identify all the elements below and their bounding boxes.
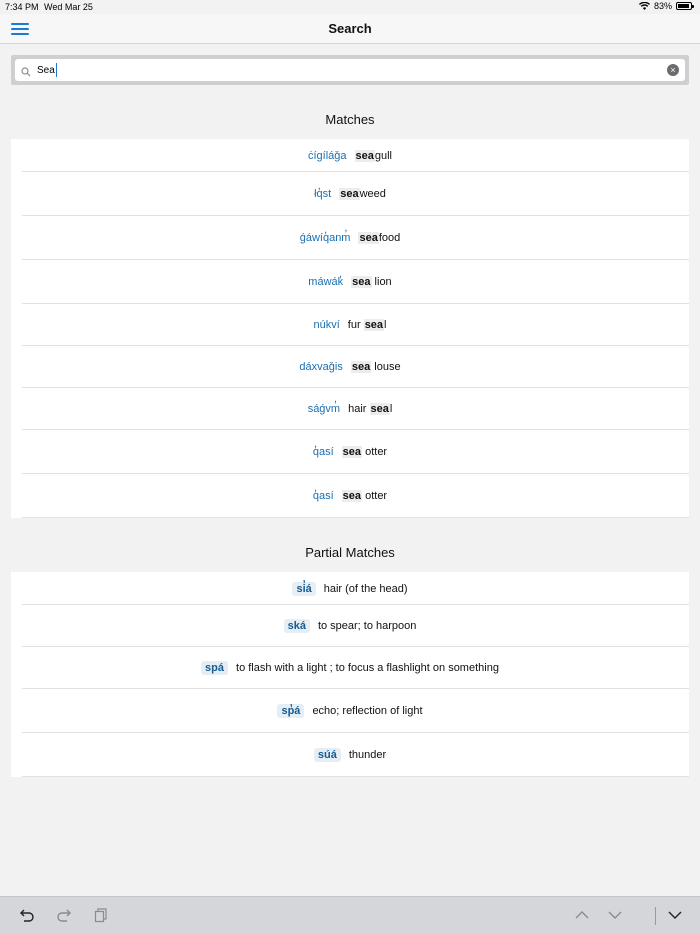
match-word: sáǵvm̓ (307, 403, 341, 415)
highlighted-term: sea (370, 403, 389, 415)
partial-match-definition: to flash with a light ; to focus a flashlight on something (236, 662, 499, 674)
match-translation (342, 490, 387, 502)
match-row[interactable] (11, 216, 689, 260)
search-bar (11, 55, 689, 85)
highlighted-term: sea (340, 188, 359, 200)
wifi-icon (639, 2, 650, 10)
redo-icon[interactable] (56, 907, 72, 928)
nav-bar (0, 14, 700, 44)
partial-match-row[interactable] (11, 605, 689, 647)
dismiss-keyboard-icon[interactable] (667, 907, 683, 928)
highlighted-term: sea (342, 446, 362, 458)
battery-percent: 83% (653, 1, 672, 11)
highlighted-term: sea (359, 232, 378, 244)
match-word: q̓así (312, 490, 334, 502)
match-word: ǵáwíq̓anm̓ (299, 232, 351, 244)
highlighted-term: sea (342, 490, 362, 502)
match-row[interactable] (11, 260, 689, 304)
match-row[interactable] (11, 474, 689, 518)
translation-prefix: hair (348, 403, 370, 415)
match-row[interactable] (11, 304, 689, 346)
match-translation (342, 446, 387, 458)
match-row[interactable] (11, 139, 689, 172)
match-word: q̓así (312, 446, 334, 458)
translation-suffix: gull (374, 149, 392, 162)
translation-suffix: otter (362, 490, 388, 502)
clear-search-icon[interactable]: × (667, 64, 679, 76)
partial-match-word: sp̓á (277, 704, 304, 718)
partial-match-row[interactable] (11, 689, 689, 733)
match-translation (348, 319, 387, 331)
highlighted-term: sea (355, 149, 374, 162)
match-row[interactable] (11, 346, 689, 388)
search-icon (21, 64, 31, 82)
partial-match-word: spá (201, 661, 228, 675)
partial-match-definition: thunder (348, 749, 387, 761)
highlighted-term: sea (364, 319, 384, 331)
toolbar-divider (655, 907, 656, 925)
translation-suffix: otter (362, 446, 388, 458)
undo-icon[interactable] (19, 907, 35, 928)
battery-icon (676, 2, 692, 10)
match-translation (358, 232, 400, 244)
search-input[interactable] (37, 62, 657, 78)
text-cursor (56, 63, 57, 77)
partial-match-definition: hair (of the head) (323, 582, 408, 595)
translation-prefix: fur (347, 319, 364, 331)
match-translation (351, 361, 401, 373)
paste-icon[interactable] (93, 907, 109, 928)
match-word: ċígíláǧa (307, 149, 347, 162)
partial-match-word: súá (314, 748, 341, 762)
partial-match-definition: echo; reflection of light (312, 705, 423, 717)
match-word: dáxvaǧis (299, 361, 343, 373)
partial-match-definition: to spear; to harpoon (317, 620, 417, 632)
partial-match-row[interactable] (11, 647, 689, 689)
partial-match-row[interactable] (11, 572, 689, 605)
status-date: Wed Mar 25 (44, 2, 93, 12)
keyboard-toolbar (0, 896, 700, 934)
translation-suffix: louse (371, 361, 401, 373)
status-bar (0, 0, 700, 14)
status-right (639, 1, 692, 11)
match-row[interactable] (11, 388, 689, 430)
translation-suffix: l (389, 403, 393, 415)
match-word: máwák̓ (308, 276, 344, 288)
partial-match-row[interactable] (11, 733, 689, 777)
highlighted-term: sea (352, 276, 371, 288)
match-translation (355, 150, 392, 162)
page-title: Search (328, 21, 372, 36)
chevron-up-icon[interactable] (574, 907, 590, 928)
matches-header: Matches (325, 112, 375, 127)
status-time: 7:34 PM (5, 2, 39, 12)
translation-suffix: food (378, 232, 401, 244)
partial-matches-list (11, 572, 689, 777)
partial-matches-header: Partial Matches (305, 545, 395, 560)
matches-list (11, 139, 689, 518)
match-translation (339, 188, 386, 200)
translation-suffix: lion (371, 276, 392, 288)
match-translation (348, 403, 392, 415)
match-translation (351, 276, 392, 288)
match-row[interactable] (11, 430, 689, 474)
translation-suffix: weed (359, 188, 386, 200)
partial-match-word: ská (284, 619, 310, 633)
search-field[interactable] (15, 59, 685, 81)
match-word: łq̓st (314, 188, 332, 200)
match-row[interactable] (11, 172, 689, 216)
chevron-down-icon[interactable] (607, 907, 623, 928)
highlighted-term: sea (351, 361, 371, 373)
translation-suffix: l (384, 319, 387, 331)
match-word: núkví (313, 319, 340, 331)
partial-match-word: si̓á (292, 582, 315, 596)
